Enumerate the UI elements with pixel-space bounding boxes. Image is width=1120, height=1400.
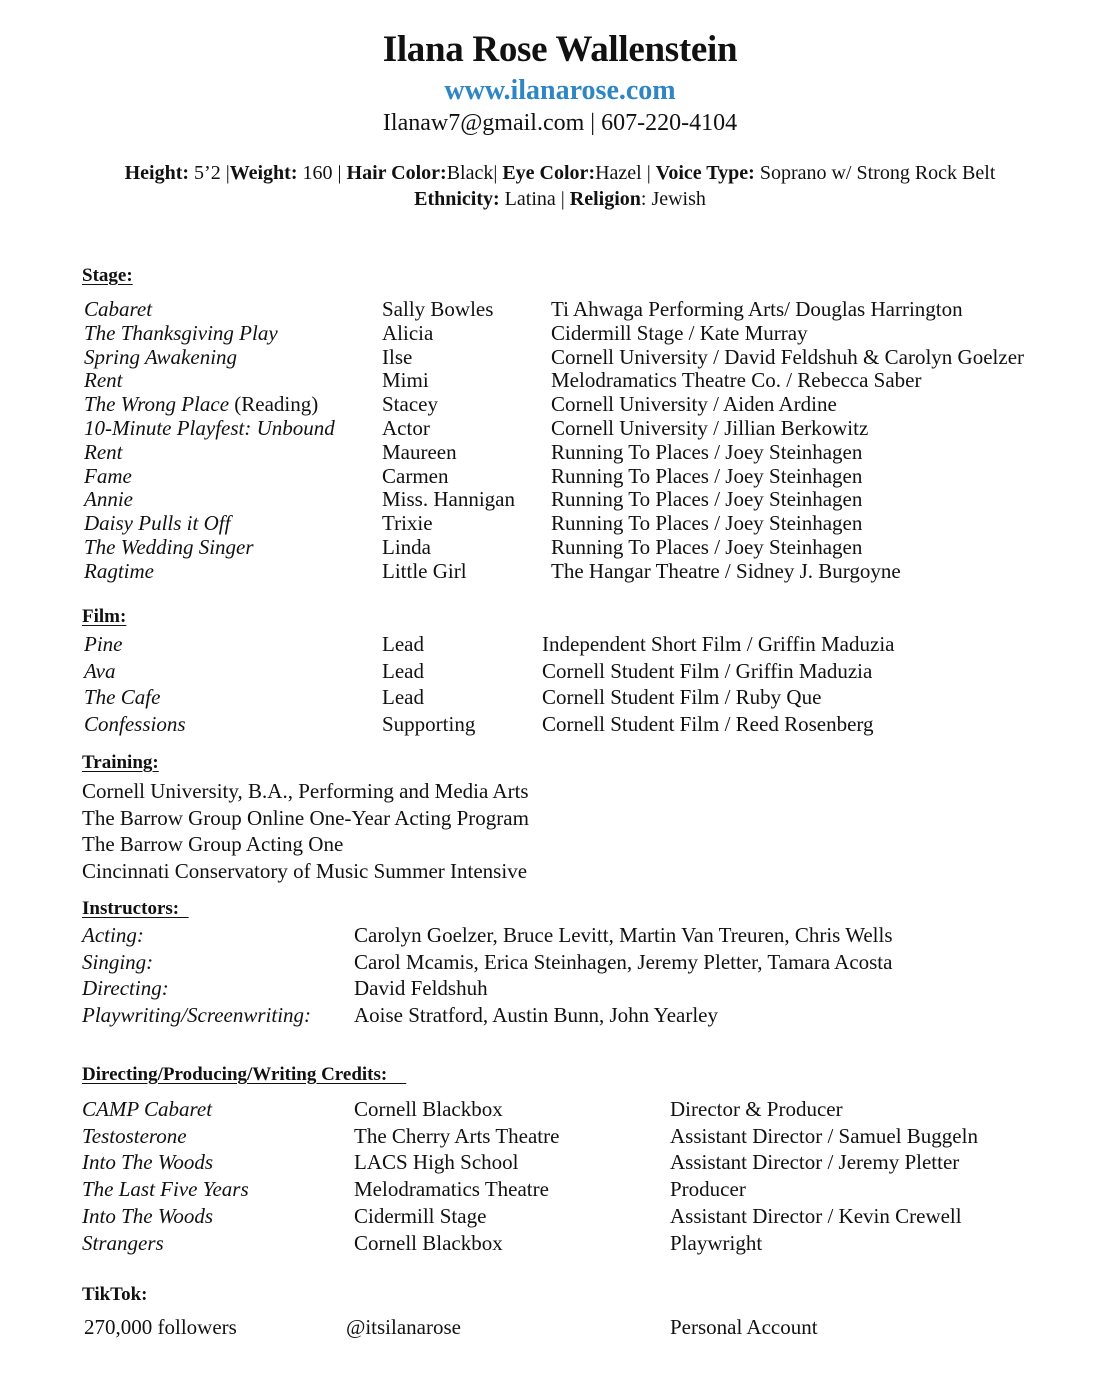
- credit-role: Director & Producer: [670, 1097, 843, 1121]
- film-row: [0, 685, 1120, 709]
- phone-number: 607-220-4104: [601, 110, 738, 136]
- stage-row: [0, 487, 1120, 511]
- stage-company: Running To Places / Joey Steinhagen: [551, 511, 863, 536]
- film-title: Ava: [84, 658, 116, 683]
- credit-role: Playwright: [670, 1230, 763, 1255]
- stage-row: [0, 559, 1120, 583]
- stage-role: Stacey: [382, 392, 438, 417]
- stage-company: Running To Places / Joey Steinhagen: [551, 463, 863, 488]
- credit-row: [0, 1231, 1120, 1255]
- credit-role: Assistant Director / Kevin Crewell: [670, 1203, 962, 1228]
- stage-row: [0, 321, 1120, 345]
- ethnicity-label: Ethnicity:: [414, 188, 500, 210]
- stage-role: Ilse: [382, 344, 413, 369]
- credit-show: Testosterone: [82, 1123, 187, 1148]
- stage-row: [0, 464, 1120, 488]
- stage-role: Carmen: [382, 463, 449, 488]
- credit-venue: Melodramatics Theatre: [354, 1177, 549, 1202]
- stage-show-title: The Wrong Place: [84, 392, 230, 417]
- stage-show: The Thanksgiving Play: [84, 320, 278, 345]
- credit-show: CAMP Cabaret: [82, 1097, 213, 1121]
- film-role: Supporting: [382, 711, 476, 736]
- contact-separator: |: [584, 110, 602, 136]
- background-stats: [0, 188, 1120, 211]
- stage-row: [0, 392, 1120, 416]
- stage-role: Mimi: [382, 368, 429, 393]
- stage-show: Daisy Pulls it Off: [84, 511, 231, 536]
- instructor-names: David Feldshuh: [354, 976, 488, 1000]
- film-title: The Cafe: [84, 685, 161, 709]
- stage-show: Ragtime: [84, 558, 154, 583]
- weight-label: Weight:: [229, 162, 298, 184]
- stage-role: Maureen: [382, 439, 457, 464]
- credit-show: Into The Woods: [82, 1203, 214, 1228]
- stage-row: [0, 511, 1120, 535]
- stage-company: Running To Places / Joey Steinhagen: [551, 439, 863, 464]
- stage-heading: Stage:: [82, 265, 133, 286]
- film-title: Confessions: [84, 711, 186, 736]
- instructor-row: [0, 923, 1120, 947]
- stage-row: [0, 345, 1120, 369]
- instructor-category: Playwriting/Screenwriting:: [82, 1002, 312, 1027]
- stage-role: Little Girl: [382, 558, 467, 583]
- weight-value: 160 |: [297, 162, 347, 184]
- training-item: Cincinnati Conservatory of Music Summer Intensive: [82, 858, 528, 883]
- instructor-category: Singing:: [82, 949, 154, 974]
- hair-label: Hair Color:: [346, 162, 447, 184]
- tiktok-followers: 270,000 followers: [84, 1315, 237, 1339]
- resume-name: Ilana Rose Wallenstein: [382, 29, 738, 70]
- stage-company: Cidermill Stage / Kate Murray: [551, 320, 808, 345]
- contact-line: [0, 110, 1120, 137]
- credit-row: [0, 1177, 1120, 1201]
- voice-value: Soprano w/ Strong Rock Belt: [754, 162, 996, 184]
- ethnicity-value: Latina |: [499, 188, 570, 210]
- stage-show: Spring Awakening: [84, 344, 238, 369]
- stage-company: Cornell University / Jillian Berkowitz: [551, 416, 869, 440]
- stage-role: Miss. Hannigan: [382, 487, 515, 512]
- instructor-names: Aoise Stratford, Austin Bunn, John Yearley: [354, 1002, 718, 1027]
- stage-company: Ti Ahwaga Performing Arts/ Douglas Harrington: [551, 297, 963, 321]
- eye-value: Hazel |: [595, 162, 656, 184]
- instructor-row: [0, 1003, 1120, 1027]
- film-role: Lead: [382, 685, 424, 709]
- email-link[interactable]: Ilanaw7@gmail.com: [382, 110, 585, 136]
- credit-venue: Cornell Blackbox: [354, 1230, 503, 1255]
- stage-row: [0, 368, 1120, 392]
- stage-role: Sally Bowles: [382, 297, 494, 321]
- stage-show: Cabaret: [84, 297, 153, 321]
- stage-role: Trixie: [382, 511, 433, 536]
- instructor-names: Carol Mcamis, Erica Steinhagen, Jeremy Pletter, Tamara Acosta: [354, 949, 893, 974]
- credit-show: Into The Woods: [82, 1150, 214, 1175]
- film-row: [0, 632, 1120, 656]
- credit-show: The Last Five Years: [82, 1177, 249, 1202]
- credit-row: [0, 1097, 1120, 1121]
- tiktok-row: [0, 1315, 1120, 1339]
- stage-company: Cornell University / Aiden Ardine: [551, 392, 837, 417]
- stage-show: Rent: [84, 439, 123, 464]
- credit-role: Assistant Director / Jeremy Pletter: [670, 1150, 960, 1175]
- credit-role: Producer: [670, 1177, 746, 1202]
- height-label: Height:: [124, 162, 190, 184]
- training-item: The Barrow Group Acting One: [82, 832, 344, 856]
- stage-show: 10-Minute Playfest: Unbound: [84, 416, 335, 440]
- credit-venue: The Cherry Arts Theatre: [354, 1123, 560, 1148]
- training-item: The Barrow Group Online One-Year Acting Program: [82, 805, 529, 830]
- website-link[interactable]: www.ilanarose.com: [444, 75, 676, 106]
- stage-show: [84, 392, 318, 417]
- stage-show: Rent: [84, 368, 123, 393]
- credit-role: Assistant Director / Samuel Buggeln: [670, 1123, 978, 1148]
- credit-venue: Cornell Blackbox: [354, 1097, 503, 1121]
- credit-venue: LACS High School: [354, 1150, 519, 1175]
- instructor-row: [0, 976, 1120, 1000]
- film-row: [0, 659, 1120, 683]
- credit-row: [0, 1204, 1120, 1228]
- stage-role: Linda: [382, 535, 431, 559]
- stage-row: [0, 297, 1120, 321]
- physical-stats: [0, 162, 1120, 185]
- stage-show: Annie: [84, 487, 133, 512]
- stage-company: Melodramatics Theatre Co. / Rebecca Saber: [551, 368, 922, 393]
- stage-company: Running To Places / Joey Steinhagen: [551, 535, 863, 559]
- credit-row: [0, 1150, 1120, 1174]
- religion-label: Religion: [569, 188, 641, 210]
- film-company: Cornell Student Film / Reed Rosenberg: [542, 711, 874, 736]
- film-company: Cornell Student Film / Ruby Que: [542, 685, 822, 709]
- film-company: Cornell Student Film / Griffin Maduzia: [542, 658, 873, 683]
- film-title: Pine: [84, 632, 123, 656]
- instructor-category: Acting:: [82, 923, 144, 947]
- height-value: 5’2 |: [189, 162, 230, 184]
- credits-heading: Directing/Producing/Writing Credits:: [82, 1064, 407, 1085]
- tiktok-heading: TikTok:: [82, 1284, 148, 1305]
- instructor-names: Carolyn Goelzer, Bruce Levitt, Martin Van Treuren, Chris Wells: [354, 923, 893, 947]
- film-row: [0, 712, 1120, 736]
- instructors-heading: Instructors:: [82, 898, 189, 919]
- stage-role: Actor: [382, 416, 430, 440]
- religion-value: : Jewish: [640, 188, 706, 210]
- instructor-category: Directing:: [82, 976, 169, 1000]
- eye-label: Eye Color:: [502, 162, 596, 184]
- credit-venue: Cidermill Stage: [354, 1203, 487, 1228]
- credit-show: Strangers: [82, 1230, 164, 1255]
- stage-role: Alicia: [382, 320, 434, 345]
- training-item: Cornell University, B.A., Performing and Media Arts: [82, 779, 529, 803]
- stage-row: [0, 535, 1120, 559]
- training-heading: Training:: [82, 752, 159, 773]
- tiktok-account-type: Personal Account: [670, 1315, 818, 1339]
- hair-value: Black|: [446, 162, 503, 184]
- credit-row: [0, 1124, 1120, 1148]
- stage-show: The Wedding Singer: [84, 535, 254, 559]
- film-heading: Film:: [82, 606, 127, 627]
- stage-company: Cornell University / David Feldshuh & Carolyn Goelzer: [551, 344, 1025, 369]
- film-role: Lead: [382, 658, 424, 683]
- film-company: Independent Short Film / Griffin Maduzia: [542, 632, 895, 656]
- stage-row: [0, 416, 1120, 440]
- stage-show: Fame: [84, 463, 132, 488]
- film-role: Lead: [382, 632, 424, 656]
- stage-company: The Hangar Theatre / Sidney J. Burgoyne: [551, 558, 901, 583]
- instructor-row: [0, 950, 1120, 974]
- voice-label: Voice Type:: [655, 162, 755, 184]
- stage-row: [0, 440, 1120, 464]
- stage-company: Running To Places / Joey Steinhagen: [551, 487, 863, 512]
- tiktok-handle[interactable]: @itsilanarose: [346, 1315, 461, 1339]
- stage-show-note: (Reading): [229, 392, 319, 417]
